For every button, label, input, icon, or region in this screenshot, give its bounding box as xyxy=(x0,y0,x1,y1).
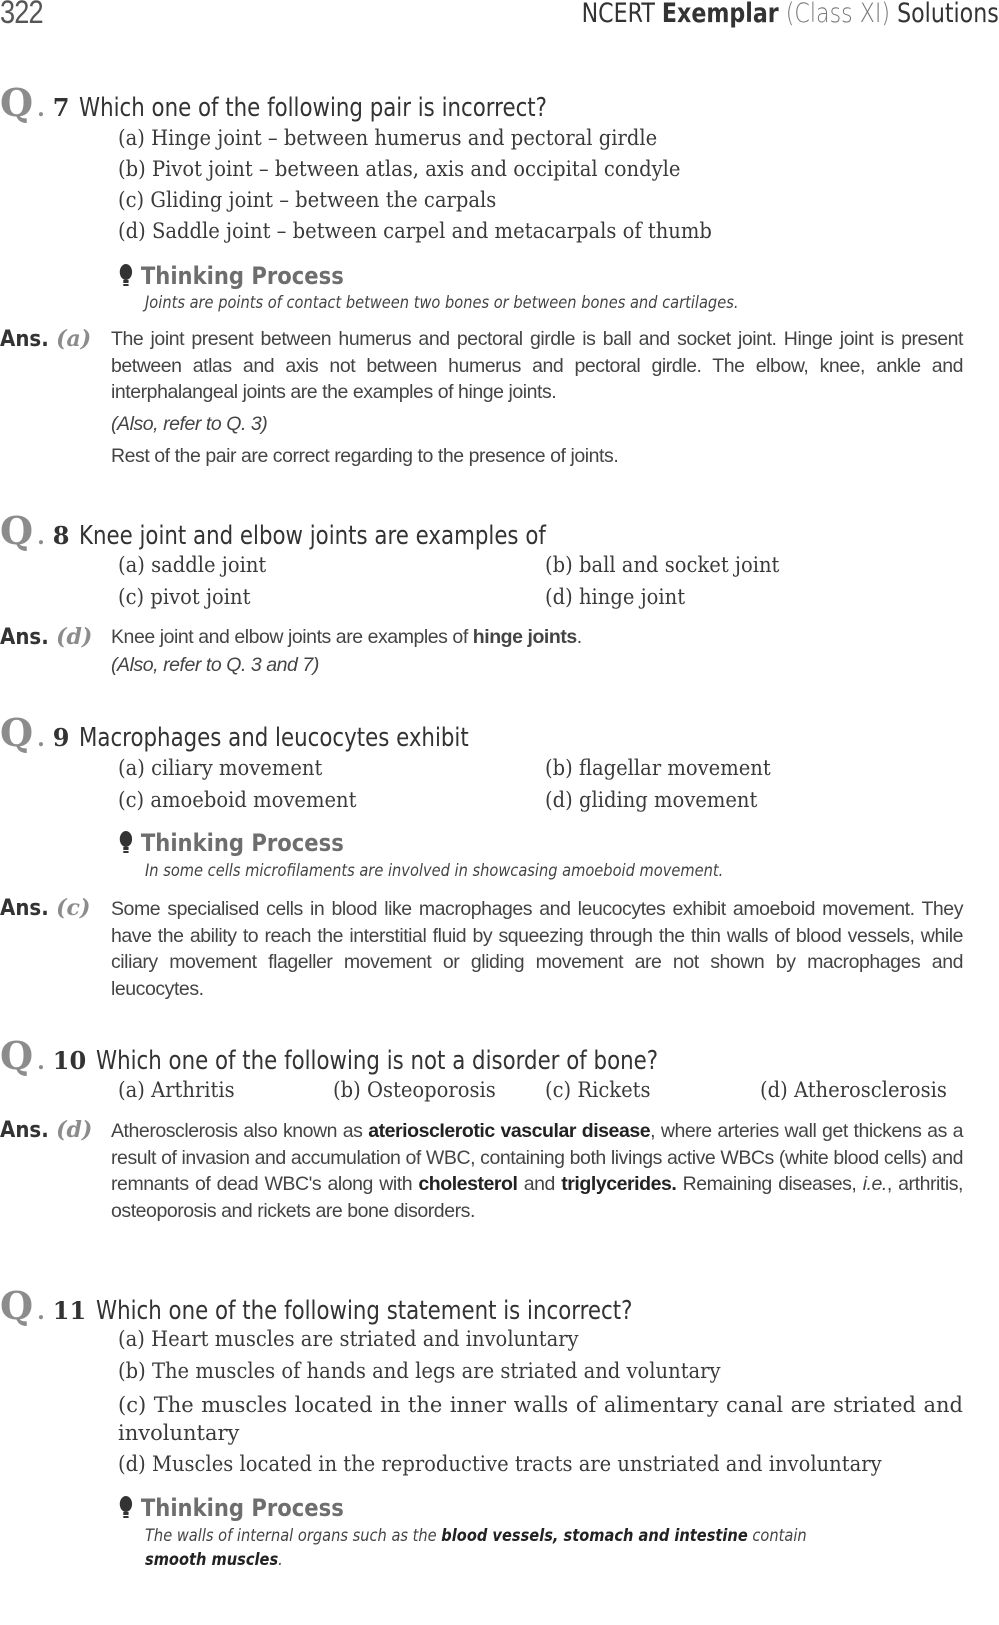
question-text: Which one of the following is not a disorder of bone? xyxy=(96,1046,659,1076)
ans-word: Ans. xyxy=(0,327,49,352)
question-heading xyxy=(0,1033,782,1078)
answer-label xyxy=(0,624,92,650)
q-dot: . xyxy=(37,96,45,122)
page-number: 322 xyxy=(0,0,43,30)
answer-body xyxy=(111,626,582,649)
option-d: (d) hinge joint xyxy=(545,585,686,609)
question-number: 8 xyxy=(52,521,70,550)
answer-text: Knee joint and elbow joints are examples of xyxy=(111,626,473,648)
answer-letter: (d) xyxy=(56,1117,93,1143)
answer-body: The joint present between humerus and pectoral girdle is ball and socket joint. Hinge joint is present between atlas and axis not between humerus and pectoral girdle. The elbow, knee, ankle and interphalangeal joints are the examples of hinge joints. xyxy=(111,328,963,403)
running-header xyxy=(582,0,999,29)
running-header-bold: Exemplar xyxy=(662,0,779,29)
answer-note: (Also, refer to Q. 3 and 7) xyxy=(111,654,319,676)
thinking-process-heading xyxy=(118,1494,344,1522)
running-header-prefix: NCERT xyxy=(581,0,663,29)
question-number: 9 xyxy=(52,723,70,752)
option-b: (b) Pivot joint – between atlas, axis and occipital condyle xyxy=(118,157,681,181)
option-a: (a) Heart muscles are striated and involuntary xyxy=(118,1327,579,1351)
answer-body xyxy=(111,1118,963,1224)
option-a: (a) ciliary movement xyxy=(118,756,323,780)
answer-bold-term: cholesterol xyxy=(418,1173,518,1195)
answer-body: Some specialised cells in blood like macrophages and leucocytes exhibit amoeboid movement. They have the ability to reach the interstitial fluid by squeezing through the thin walls of blood vessels, while ciliary movement flageller movement or gliding movement are not shown by macrophages and leucocytes. xyxy=(111,898,963,1000)
answer-label xyxy=(0,326,91,352)
option-c: (c) amoeboid movement xyxy=(118,788,357,812)
option-a: (a) Arthritis xyxy=(118,1078,235,1102)
option-d: (d) gliding movement xyxy=(545,788,758,812)
thinking-process-label: Thinking Process xyxy=(140,829,344,857)
thinking-process-text: Joints are points of contact between two bones or between bones and cartilages. xyxy=(145,293,739,313)
question-heading xyxy=(0,80,650,125)
option-c: (c) Rickets xyxy=(545,1078,651,1102)
answer-label xyxy=(0,1117,92,1143)
option-b: (b) Osteoporosis xyxy=(333,1078,496,1102)
ans-word: Ans. xyxy=(0,1118,49,1143)
question-text: Which one of the following pair is incorrect? xyxy=(79,93,548,123)
answer-bold-term: aterioscIerotic vascular disease xyxy=(368,1120,651,1142)
answer-italic-term: i.e. xyxy=(862,1173,887,1195)
question-heading xyxy=(0,508,649,553)
lightbulb-icon xyxy=(118,1495,134,1521)
q-dot: . xyxy=(37,1049,45,1075)
thinking-process-text-line1 xyxy=(145,1526,807,1546)
question-text: Knee joint and elbow joints are examples of xyxy=(79,521,547,551)
answer-bold-term: hinge joints xyxy=(472,626,577,648)
answer-text: . xyxy=(576,626,582,648)
lightbulb-icon xyxy=(118,830,134,856)
option-d: (d) Muscles located in the reproductive tracts are unstriated and involuntary xyxy=(118,1452,882,1476)
option-a: (a) Hinge joint – between humerus and pectoral girdle xyxy=(118,126,658,150)
option-b: (b) ball and socket joint xyxy=(545,553,780,577)
option-c: (c) The muscles located in the inner walls of alimentary canal are striated and involuntary xyxy=(118,1393,963,1445)
question-number: 11 xyxy=(52,1296,87,1325)
ans-word: Ans. xyxy=(0,896,49,921)
option-b: (b) The muscles of hands and legs are striated and voluntary xyxy=(118,1359,721,1383)
q-mark: Q xyxy=(0,1033,34,1078)
q-dot: . xyxy=(37,726,45,752)
running-header-suffix: Solutions xyxy=(897,0,999,29)
thinking-process-text-line2 xyxy=(145,1550,283,1570)
q-mark: Q xyxy=(0,508,34,553)
q-mark: Q xyxy=(0,80,34,125)
question-number: 7 xyxy=(52,93,70,122)
thinking-process-heading xyxy=(118,262,344,290)
answer-bold-term: triglycerides. xyxy=(561,1173,677,1195)
q-dot: . xyxy=(37,1299,45,1325)
question-number: 10 xyxy=(52,1046,87,1075)
option-a: (a) saddle joint xyxy=(118,553,267,577)
option-c: (c) pivot joint xyxy=(118,585,251,609)
answer-label xyxy=(0,895,90,921)
answer-note: (Also, refer to Q. 3) xyxy=(111,413,268,435)
lightbulb-icon xyxy=(118,263,134,289)
q-dot: . xyxy=(37,524,45,550)
q-mark: Q xyxy=(0,1283,34,1328)
answer-text: , where arteries wall get thickens as a result of invasion and accumulation of WBC, containing both livings active WBCs (white blood cells) and remnants of dead WBC's along with xyxy=(111,1120,963,1195)
answer-text: Remaining diseases, xyxy=(676,1173,863,1195)
thinking-process-label: Thinking Process xyxy=(140,1494,344,1522)
thinking-bold-term: blood vessels, stomach and intestine xyxy=(441,1526,748,1546)
thinking-process-text: In some cells microfilaments are involved in showcasing amoeboid movement. xyxy=(145,861,724,881)
ans-word: Ans. xyxy=(0,625,49,650)
answer-letter: (a) xyxy=(56,326,92,352)
question-heading xyxy=(0,710,555,755)
q-mark: Q xyxy=(0,710,34,755)
thinking-process-label: Thinking Process xyxy=(140,262,344,290)
thinking-text: . xyxy=(278,1550,283,1570)
answer-extra: Rest of the pair are correct regarding to the presence of joints. xyxy=(111,445,619,467)
option-b: (b) flagellar movement xyxy=(545,756,771,780)
answer-text: , arthritis, osteoporosis and rickets are bone disorders. xyxy=(111,1173,964,1222)
answer-letter: (d) xyxy=(56,624,93,650)
question-heading xyxy=(0,1283,750,1328)
answer-letter: (c) xyxy=(56,895,91,921)
thinking-text: The walls of internal organs such as the xyxy=(145,1526,442,1546)
thinking-bold-term: smooth muscles xyxy=(145,1550,279,1570)
answer-text: and xyxy=(517,1173,562,1195)
question-text: Which one of the following statement is incorrect? xyxy=(96,1296,633,1326)
question-text: Macrophages and leucocytes exhibit xyxy=(79,723,470,753)
running-header-light: (Class XI) xyxy=(778,0,898,29)
option-c: (c) Gliding joint – between the carpals xyxy=(118,188,497,212)
thinking-text: contain xyxy=(747,1526,807,1546)
option-d: (d) Atherosclerosis xyxy=(760,1078,947,1102)
thinking-process-heading xyxy=(118,829,344,857)
answer-text: Atherosclerosis also known as xyxy=(111,1120,369,1142)
option-d: (d) Saddle joint – between carpel and metacarpals of thumb xyxy=(118,219,712,243)
